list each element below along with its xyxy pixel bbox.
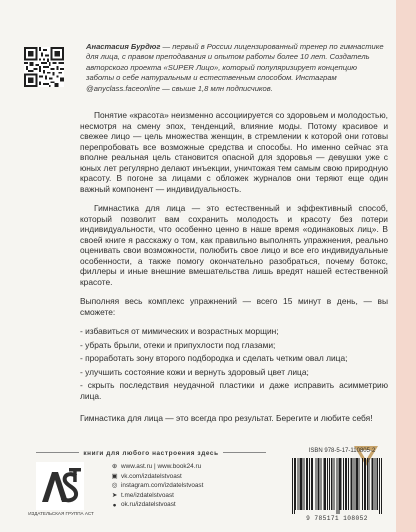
contact-text[interactable]: t.me/izdatelstvoast <box>121 491 174 499</box>
cover-accent-bar <box>396 0 416 532</box>
barcode-bar <box>307 458 308 510</box>
paragraph-method: Гимнастика для лица — это естественный и эффективный способ, который позволит вам сохранить молодость и красоту без потери индивидуальности, что особенно ценно в наше время «одинаковых лиц». В своей книге я расскажу о том, как правильно выполнять упражнения, реально оценивать свои возможности, полюбить свое лицо и все его индивидуальные особенности, а также помогу окончательно разобраться, почему ботокс, филлеры и иные внешние вмешательства лишь вредят нашей естественной красоте. <box>80 203 388 287</box>
list-item: - избавиться от мимических и возрастных морщин; <box>80 326 279 336</box>
barcode-bar <box>312 458 313 510</box>
barcode-bar <box>343 458 344 510</box>
barcode-bar <box>331 458 332 510</box>
paragraph-intro: Понятие «красота» неизменно ассоциируется со здоровьем и молодостью, несмотря на смену эпох, тенденций, влияние моды. Потому красивое и свежее лицо — цель множества женщин, в стремлении к которой они готовы перепробовать все возможные средства и способы. Но именно сейчас эта вполне реальная цель становится опасной для здоровья — девушки уже с юных лет регулярно делают инъекции, уничтожая тем самым свою природную красоту. В погоне за лицами с обложек журналов они теряют еще один важный компонент — индивидуальность. <box>80 110 388 194</box>
author-name: Анастасия Бурдюг <box>86 42 161 51</box>
list-item: - скрыть последствия неудачной пластики и даже исправить асимметрию лица. <box>80 380 388 401</box>
barcode-digits: 9 785171 108052 <box>306 515 368 522</box>
ast-logo-icon <box>36 462 84 510</box>
list-item: - проработать зону второго подбородка и сделать четким овал лица; <box>80 353 348 363</box>
barcode-bar <box>325 458 326 510</box>
instagram-icon: ◎ <box>111 482 118 490</box>
barcode-bar <box>355 458 356 510</box>
isbn-text: ISBN 978-5-17-110805-2 <box>308 448 376 454</box>
barcode-bar <box>381 458 382 514</box>
benefits-list <box>80 326 388 401</box>
barcode-bar <box>340 458 341 510</box>
barcode-bar <box>372 458 373 510</box>
barcode-bar <box>346 458 347 510</box>
barcode-bar <box>369 458 370 510</box>
barcode-bar <box>376 458 377 510</box>
barcode-bar <box>379 458 380 514</box>
author-bio-text: — первый в России лицензированный тренер по гимнастике для лица, с правом преподавания и опытом работы более 10 лет. Создатель авторского проекта «SUPER Лицо», который популяризирует концепцию заботы о себе натуральным и естественным способом. Инстаграм @anyclass.faceonline — свыше 1,8 млн подписчиков. <box>86 42 384 93</box>
telegram-icon: ➤ <box>111 492 118 500</box>
contact-text[interactable]: instagram.com/izdatelstvoast <box>121 482 204 490</box>
list-intro: Выполняя весь комплекс упражнений — всего 15 минут в день, — вы сможете: <box>80 296 388 317</box>
barcode-bar <box>318 458 319 510</box>
contact-instagram[interactable] <box>110 481 260 491</box>
contact-list <box>110 462 260 510</box>
barcode-bar <box>337 458 338 514</box>
contact-text[interactable]: www.ast.ru | www.book24.ru <box>121 463 202 470</box>
barcode-bar <box>334 458 335 510</box>
contact-text[interactable]: vk.com/izdatelstvoast <box>121 472 182 480</box>
barcode-bar <box>364 458 365 510</box>
contact-text[interactable]: ok.ru/izdatelstvoast <box>121 501 176 509</box>
barcode-bar <box>357 458 358 510</box>
barcode-bar <box>298 458 299 510</box>
barcode-bar <box>352 458 353 510</box>
barcode-bar <box>332 458 333 510</box>
barcode-bar <box>323 458 324 510</box>
barcode-bar <box>309 458 310 510</box>
vk-icon: ▣ <box>111 472 118 480</box>
barcode-bar <box>324 458 325 510</box>
globe-icon: ⊕ <box>111 463 118 471</box>
barcode-bar <box>306 458 307 510</box>
list-item: - убрать брыли, отеки и припухлости под глазами; <box>80 339 276 350</box>
barcode-bar <box>303 458 304 510</box>
closing-text: Гимнастика для лица — это всегда про результат. Берегите и любите себя! <box>80 413 373 423</box>
barcode <box>292 458 382 514</box>
barcode-bar <box>311 458 312 510</box>
author-bio <box>86 42 386 94</box>
barcode-bar <box>300 458 301 510</box>
barcode-bar <box>295 458 296 510</box>
tagline-text: книги для любого настроения здесь <box>79 450 222 457</box>
barcode-bar <box>329 458 330 510</box>
barcode-bar <box>327 458 328 510</box>
barcode-bar <box>316 458 317 510</box>
contact-ok[interactable] <box>110 500 260 510</box>
barcode-bar <box>356 458 357 510</box>
barcode-bar <box>377 458 378 510</box>
contact-website[interactable] <box>110 462 260 472</box>
list-item: - улучшить состояние кожи и вернуть здоровый цвет лица; <box>80 366 309 377</box>
barcode-bar <box>373 458 374 510</box>
barcode-bar <box>292 458 293 514</box>
barcode-bar <box>348 458 349 510</box>
barcode-bar <box>338 458 339 514</box>
barcode-bar <box>339 458 340 510</box>
barcode-bar <box>301 458 302 510</box>
ok-icon: ● <box>112 501 117 509</box>
contact-telegram[interactable] <box>110 491 260 501</box>
barcode-bar <box>362 458 363 510</box>
barcode-bar <box>320 458 321 510</box>
publisher-tagline <box>40 450 262 460</box>
barcode-bar <box>294 458 295 514</box>
publisher-group-label: ИЗДАТЕЛЬСКАЯ ГРУППА АСТ <box>28 511 94 516</box>
barcode-bar <box>319 458 320 510</box>
contact-vk[interactable] <box>110 472 260 482</box>
barcode-bar <box>345 458 346 510</box>
qr-code <box>24 47 64 87</box>
barcode-bar <box>301 458 302 510</box>
barcode-bar <box>365 458 366 510</box>
barcode-bar <box>367 458 368 510</box>
barcode-bar <box>374 458 375 510</box>
back-cover-text <box>80 110 388 433</box>
barcode-bar <box>351 458 352 510</box>
barcode-bar <box>354 458 355 510</box>
barcode-bar <box>359 458 360 510</box>
